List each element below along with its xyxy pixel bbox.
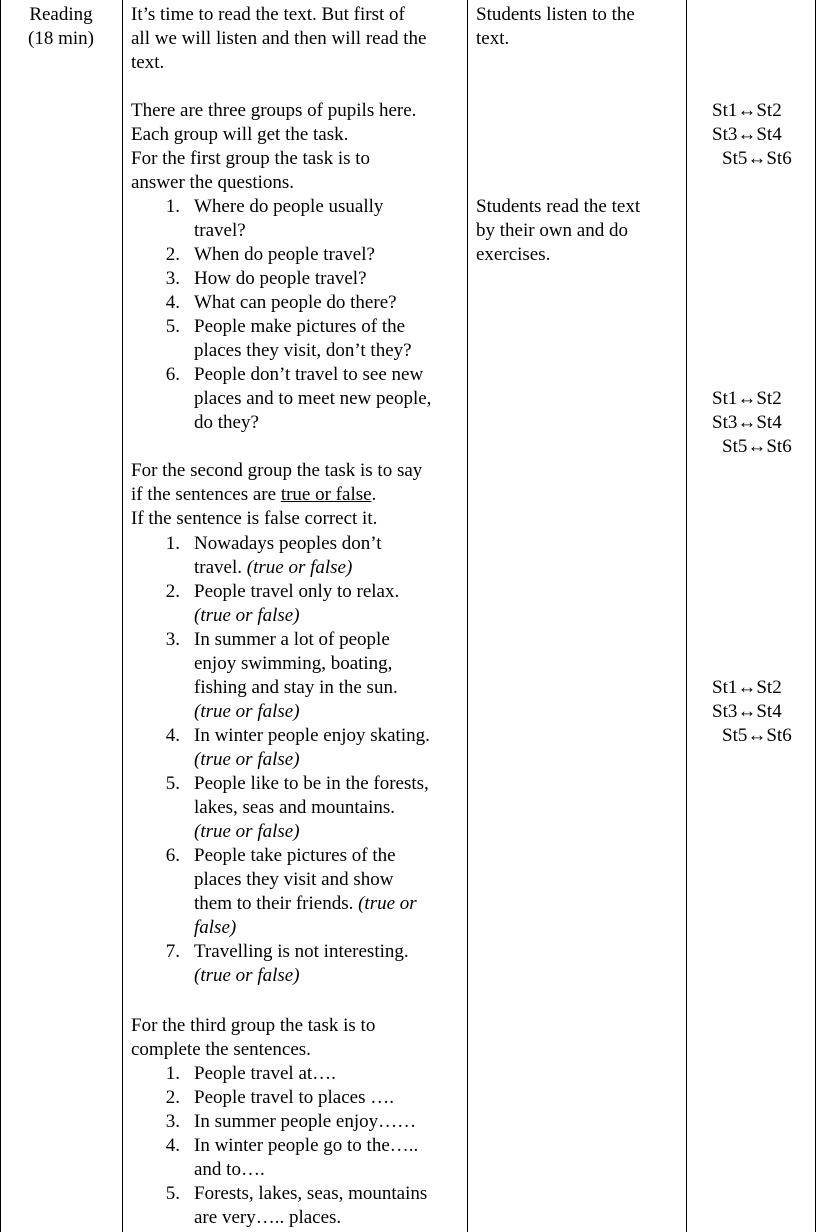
tf-item-italic-text: (true or false) [246,557,353,578]
completion-item-plain-text: People travel at…. [194,1063,336,1084]
tf-item-text [194,580,399,604]
tf-item-text [194,556,352,580]
students-activity-line: Students read the text [476,196,641,217]
table-border-left [0,0,1,1232]
question-item-text [194,219,246,243]
question-item-number: 2. [165,244,180,265]
students-activity-line: Students listen to the [476,4,635,25]
tf-item-text [194,820,300,844]
table-border-col1 [122,0,123,1232]
tf-item-text [194,964,300,988]
table-border-col2 [467,0,468,1232]
pair-label: St1↔St2 [712,677,782,698]
tf-item-italic-text: (true or false) [194,701,300,722]
pair-label: St3↔St4 [712,412,782,433]
tf-item-number: 5. [165,773,180,794]
second-group-line: If the sentence is false correct it. [131,508,378,529]
question-item-text [194,387,431,411]
tf-item-plain-text: People take pictures of the [194,845,396,866]
tf-item-number: 6. [165,845,180,866]
tf-item-text [194,676,398,700]
completion-item-number: 2. [165,1087,180,1108]
tf-item-text [194,796,395,820]
tf-item-plain-text: In winter people enjoy skating. [194,725,430,746]
pair-label: St1↔St2 [712,388,782,409]
tf-item-plain-text: enjoy swimming, boating, [194,653,393,674]
question-item-plain-text: How do people travel? [194,268,367,289]
question-item-plain-text: do they? [194,412,259,433]
completion-item-text [194,1062,336,1086]
tf-item-text [194,700,300,724]
pair-label: St5↔St6 [722,725,792,746]
question-item-text [194,315,405,339]
teacher-intro-line: all we will listen and then will read the [131,28,427,49]
tf-item-number: 3. [165,629,180,650]
completion-item-text [194,1206,341,1230]
tf-item-italic-text: (true or false) [194,749,300,770]
tf-item-text [194,892,417,916]
tf-item-plain-text: People travel only to relax. [194,581,400,602]
question-item-text [194,411,259,435]
second-group-prefix: if the sentences are [131,484,281,505]
tf-item-italic-text: (true or false) [194,821,300,842]
tf-item-plain-text: lakes, seas and mountains. [194,797,396,818]
teacher-intro-line: It’s time to read the text. But first of [131,4,405,25]
question-item-number: 1. [165,196,180,217]
tf-item-text [194,628,390,652]
completion-item-text [194,1110,416,1134]
pair-label: St1↔St2 [712,100,782,121]
tf-item-italic-text: (true or false) [194,605,300,626]
tf-item-plain-text: travel. [194,557,247,578]
pair-label: St5↔St6 [722,436,792,457]
tf-item-plain-text: Travelling is not interesting. [194,941,409,962]
question-item-plain-text: What can people do there? [194,292,397,313]
completion-item-text [194,1182,427,1206]
question-item-text [194,339,412,363]
completion-item-plain-text: and to…. [194,1159,265,1180]
groups-intro-line: There are three groups of pupils here. [131,100,417,121]
completion-item-plain-text: are very….. places. [194,1207,342,1228]
completion-item-number: 3. [165,1111,180,1132]
question-item-plain-text: travel? [194,220,246,241]
tf-item-text [194,604,300,628]
question-item-number: 4. [165,292,180,313]
teacher-intro-line: text. [131,52,165,73]
question-item-plain-text: When do people travel? [194,244,375,265]
completion-item-plain-text: Forests, lakes, seas, mountains [194,1183,428,1204]
tf-item-number: 4. [165,725,180,746]
question-item-plain-text: Where do people usually [194,196,384,217]
question-item-plain-text: places and to meet new people, [194,388,432,409]
question-item-text [194,291,397,315]
tf-item-text [194,868,393,892]
question-item-number: 6. [165,364,180,385]
tf-item-number: 2. [165,581,180,602]
tf-item-number: 1. [165,533,180,554]
question-item-text [194,243,375,267]
question-item-text [194,267,367,291]
question-item-plain-text: places they visit, don’t they? [194,340,412,361]
tf-item-text [194,916,236,940]
pair-label: St3↔St4 [712,701,782,722]
completion-item-text [194,1086,394,1110]
tf-item-text [194,772,429,796]
second-group-line: For the second group the task is to say [131,460,423,481]
completion-item-number: 1. [165,1063,180,1084]
question-item-plain-text: People don’t travel to see new [194,364,424,385]
tf-item-text [194,724,430,748]
tf-item-text [194,652,392,676]
tf-item-plain-text: In summer a lot of people [194,629,390,650]
true-or-false-underlined: true or false [280,484,372,505]
stage-duration: (18 min) [28,28,94,49]
completion-item-plain-text: People travel to places …. [194,1087,394,1108]
groups-intro-line: Each group will get the task. [131,124,349,145]
third-group-line: complete the sentences. [131,1039,311,1060]
completion-item-plain-text: In summer people enjoy…… [194,1111,417,1132]
students-activity-line: by their own and do [476,220,628,241]
tf-item-plain-text: People like to be in the forests, [194,773,429,794]
completion-item-number: 4. [165,1135,180,1156]
pair-label: St5↔St6 [722,148,792,169]
tf-item-plain-text: Nowadays peoples don’t [194,533,382,554]
tf-item-italic-text: false) [194,917,237,938]
tf-item-plain-text: places they visit and show [194,869,394,890]
tf-item-text [194,940,409,964]
tf-item-plain-text: fishing and stay in the sun. [194,677,398,698]
completion-item-number: 5. [165,1183,180,1204]
question-item-number: 3. [165,268,180,289]
second-group-suffix: . [371,484,377,505]
completion-item-text [194,1134,418,1158]
completion-item-plain-text: In winter people go to the….. [194,1135,419,1156]
question-item-number: 5. [165,316,180,337]
completion-item-text [194,1158,265,1182]
students-activity-line: exercises. [476,244,551,265]
groups-intro-line: For the first group the task is to [131,148,371,169]
tf-item-text [194,532,382,556]
third-group-line: For the third group the task is to [131,1015,376,1036]
groups-intro-line: answer the questions. [131,172,295,193]
question-item-text [194,195,383,219]
table-border-col3 [686,0,687,1232]
tf-item-plain-text: them to their friends. [194,893,359,914]
tf-item-italic-text: (true or false) [194,965,300,986]
tf-item-text [194,748,300,772]
tf-item-italic-text: (true or [358,893,417,914]
tf-item-number: 7. [165,941,180,962]
stage-name: Reading [29,4,93,25]
pair-label: St3↔St4 [712,124,782,145]
students-activity-line: text. [476,28,510,49]
tf-item-text [194,844,396,868]
second-group-line [131,483,376,507]
question-item-text [194,363,423,387]
question-item-plain-text: People make pictures of the [194,316,406,337]
